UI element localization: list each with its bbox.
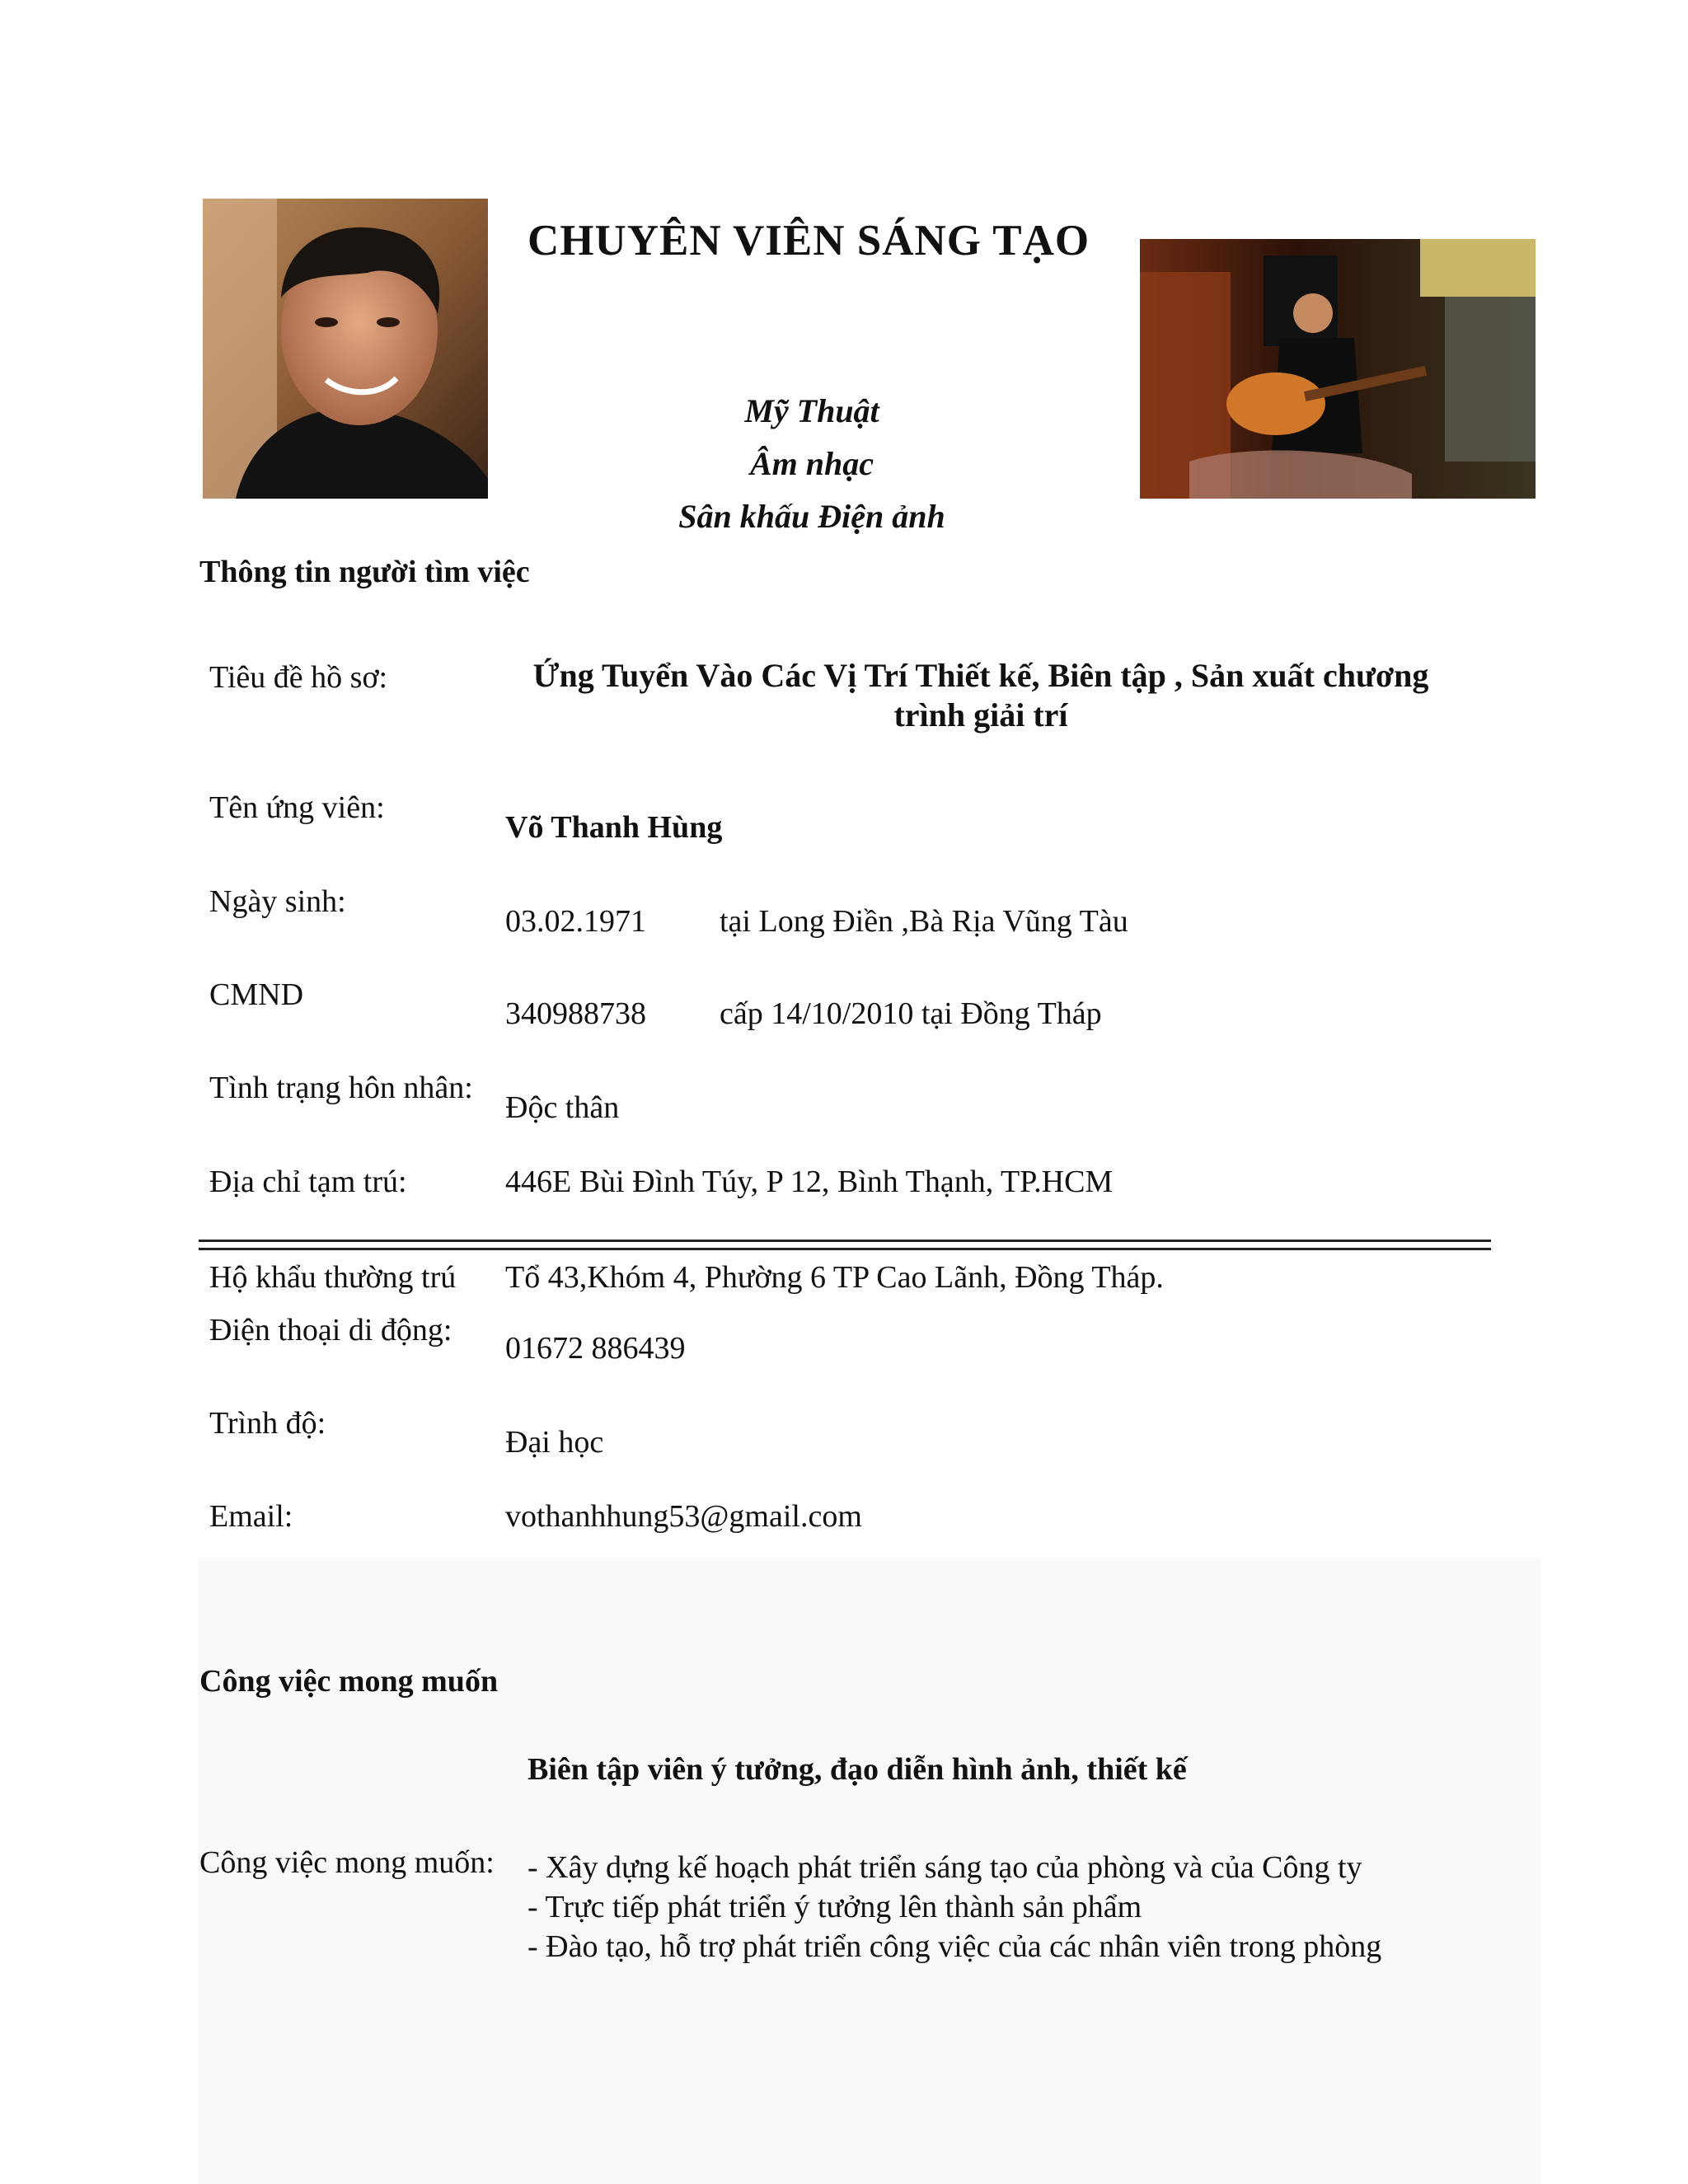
- subtitle-fine-arts: Mỹ Thuật: [744, 392, 879, 429]
- list-item: - Trực tiếp phát triển ý tưởng lên thành sản phẩm: [528, 1890, 1142, 1924]
- value-marital-status: Độc thân: [505, 1090, 620, 1125]
- label-desired-job: Công việc mong muốn:: [199, 1845, 495, 1880]
- list-item: - Đào tạo, hỗ trợ phát triển công việc của các nhân viên trong phòng: [528, 1929, 1382, 1964]
- duty-list: [528, 1848, 1381, 1966]
- label-phone: Điện thoại di động:: [209, 1313, 452, 1347]
- portrait-photo: [203, 199, 488, 499]
- value-birth-place: tại Long Điền ,Bà Rịa Vũng Tàu: [720, 904, 1128, 939]
- desired-job-headline: Biên tập viên ý tưởng, đạo diễn hình ảnh, thiết kế: [528, 1752, 1187, 1787]
- section-heading-applicant-info: Thông tin người tìm việc: [199, 555, 530, 589]
- label-name: Tên ứng viên:: [209, 790, 385, 825]
- label-birth: Ngày sinh:: [209, 884, 346, 919]
- value-education: Đại học: [505, 1425, 604, 1460]
- label-permanent-address: Hộ khẩu thường trú: [209, 1260, 457, 1295]
- value-permanent-address: Tổ 43,Khóm 4, Phường 6 TP Cao Lãnh, Đồng Tháp.: [505, 1260, 1164, 1295]
- subtitle-music: Âm nhạc: [749, 445, 874, 482]
- divider-line-top: [199, 1240, 1491, 1242]
- stage-performance-photo: [1140, 239, 1536, 499]
- page-title: CHUYÊN VIÊN SÁNG TẠO: [528, 217, 1090, 265]
- value-name: Võ Thanh Hùng: [505, 810, 723, 845]
- divider-line-bottom: [199, 1248, 1491, 1250]
- value-profile-title: Ứng Tuyển Vào Các Vị Trí Thiết kế, Biên tập , Sản xuất chương trình giải trí: [532, 657, 1429, 733]
- value-temp-address: 446E Bùi Đình Túy, P 12, Bình Thạnh, TP.HCM: [505, 1165, 1114, 1199]
- value-phone: 01672 886439: [505, 1331, 686, 1366]
- label-temp-address: Địa chỉ tạm trú:: [209, 1165, 407, 1199]
- value-birth-date: 03.02.1971: [505, 904, 646, 939]
- label-id-card: CMND: [209, 977, 304, 1012]
- label-email: Email:: [209, 1499, 293, 1534]
- label-profile-title: Tiêu đề hồ sơ:: [209, 660, 388, 695]
- subtitle-stage-film: Sân khấu Điện ảnh: [678, 498, 945, 535]
- value-email: vothanhhung53@gmail.com: [505, 1499, 862, 1534]
- list-item: - Xây dựng kế hoạch phát triển sáng tạo của phòng và của Công ty: [528, 1850, 1362, 1885]
- value-id-card: 340988738: [505, 996, 646, 1031]
- value-id-issued: cấp 14/10/2010 tại Đồng Tháp: [720, 996, 1102, 1031]
- section-heading-desired-job: Công việc mong muốn: [199, 1664, 499, 1699]
- label-marital-status: Tình trạng hôn nhân:: [209, 1071, 473, 1105]
- label-education: Trình độ:: [209, 1406, 326, 1441]
